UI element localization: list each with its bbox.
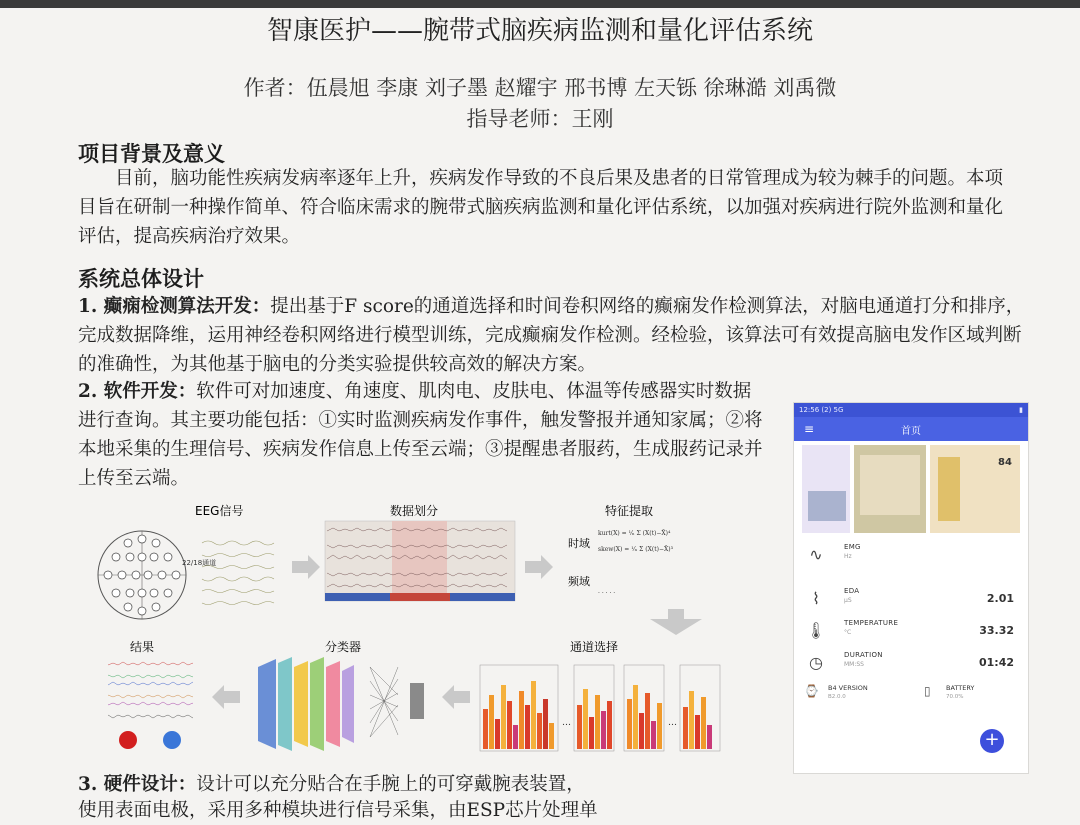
classifier-label: 分类器 bbox=[325, 640, 362, 654]
svg-text:…: … bbox=[668, 718, 677, 728]
battery-value: 70.0% bbox=[946, 694, 964, 700]
menu-icon[interactable]: ≡ bbox=[804, 422, 815, 436]
design-item-1-body: 提出基于F score的通道选择和时间卷积网络的癫痫发作检测算法，对脑电通道打分和排序，完成数据降维，运用神经卷积网络进行模型训练，完成癫痫发作检测。经检验，该算法可有效提高脑电发作区域判断的准确性，为其他基于脑电的分类实验提供较高效的解决方案。 bbox=[78, 296, 1025, 375]
svg-text:…: … bbox=[562, 718, 571, 728]
design-item-3 bbox=[78, 770, 1038, 799]
gallery-value: 84 bbox=[998, 457, 1012, 468]
battery-label: BATTERY bbox=[946, 684, 975, 692]
classifier-network bbox=[258, 657, 424, 751]
time-domain-label: 时域 bbox=[568, 537, 590, 550]
section-heading-background: 项目背景及意义 bbox=[78, 142, 225, 166]
arrow-right-1 bbox=[292, 555, 320, 579]
temperature-unit: °C bbox=[844, 629, 852, 636]
emg-label: EMG bbox=[844, 543, 861, 551]
battery-icon: ▯ bbox=[924, 684, 931, 698]
emg-unit: Hz bbox=[844, 553, 852, 560]
watch-icon: ⌚ bbox=[804, 684, 819, 698]
freq-domain-label: 频域 bbox=[568, 575, 590, 588]
channel-selection-label: 通道选择 bbox=[570, 640, 619, 654]
duration-label: DURATION bbox=[844, 651, 883, 659]
top-banner-strip bbox=[0, 0, 1080, 8]
device-info-row bbox=[804, 684, 1020, 712]
poster-title: 智康医护——腕带式脑疾病监测和量化评估系统 bbox=[266, 16, 813, 46]
data-split-panel bbox=[325, 521, 515, 601]
author-list: 作者：伍晨旭 李康 刘子墨 赵耀宇 邢书博 左天铄 徐琳澔 刘禹微 bbox=[243, 76, 837, 100]
background-paragraph: 目前，脑功能性疾病发病率逐年上升，疾病发作导致的不良后果及患者的日常管理成为较为棘手的问题。本项目旨在研制一种操作简单、符合临床需求的腕带式脑疾病监测和量化评估系统，以加强对疾病进行院外监测和量化评估，提高疾病治疗效果。 bbox=[78, 168, 1004, 247]
feature-extraction-label: 特征提取 bbox=[605, 504, 654, 518]
result-label: 结果 bbox=[130, 640, 155, 654]
design-item-3-body: 设计可以充分贴合在手腕上的可穿戴腕表装置， bbox=[196, 774, 585, 795]
metric-emg bbox=[804, 543, 1020, 569]
arrow-left-1 bbox=[442, 685, 470, 709]
duration-value: 01:42 bbox=[978, 656, 1014, 669]
normal-indicator bbox=[163, 731, 181, 749]
temperature-value: 33.32 bbox=[979, 624, 1014, 637]
phone-status-bar bbox=[794, 403, 1028, 417]
advisor-line: 指导老师：王刚 bbox=[466, 107, 614, 131]
design-item-1-lead: 1. 癫痫检测算法开发： bbox=[78, 296, 271, 317]
seizure-indicator bbox=[119, 731, 137, 749]
status-text: 12:56 (2) 5G bbox=[799, 406, 844, 414]
eeg-head-diagram bbox=[98, 531, 186, 619]
channel-selection-bars bbox=[480, 665, 720, 751]
eeg-signal-label: EEG信号 bbox=[195, 504, 244, 518]
result-traces bbox=[108, 662, 193, 718]
design-item-2-lead: 2. 软件开发： bbox=[78, 381, 197, 402]
svg-text:· · · · ·: · · · · · bbox=[598, 590, 616, 597]
metric-eda bbox=[804, 587, 1020, 613]
battery-status-icon: ▮ bbox=[1019, 406, 1023, 414]
image-gallery[interactable] bbox=[802, 445, 1022, 537]
data-split-label: 数据划分 bbox=[390, 504, 439, 518]
version-label: B4 VERSION bbox=[828, 684, 868, 692]
arrow-left-2 bbox=[212, 685, 240, 709]
eda-value: 2.01 bbox=[986, 592, 1014, 605]
waveform-icon: ∿ bbox=[809, 545, 823, 564]
add-button[interactable]: + bbox=[980, 729, 1004, 753]
raw-eeg-waves bbox=[202, 541, 274, 605]
app-bar bbox=[794, 417, 1028, 441]
svg-text:kurt(X) = ¹⁄ₙ Σ (X(t)−X̄)⁴: kurt(X) = ¹⁄ₙ Σ (X(t)−X̄)⁴ bbox=[598, 530, 671, 537]
clock-icon: ◷ bbox=[809, 653, 823, 672]
channel-count-note: 22/18通道 bbox=[182, 559, 217, 567]
section-heading-design: 系统总体设计 bbox=[78, 267, 204, 291]
design-item-1 bbox=[78, 292, 1038, 379]
app-title: 首页 bbox=[901, 425, 921, 437]
svg-text:skew(X) = ¹⁄ₙ Σ (X(t)−X̄)³: skew(X) = ¹⁄ₙ Σ (X(t)−X̄)³ bbox=[598, 546, 674, 553]
eda-unit: μS bbox=[844, 597, 852, 604]
thermometer-icon: 🌡 bbox=[805, 621, 827, 640]
pulse-icon: ⌇ bbox=[812, 589, 820, 608]
arrow-down bbox=[650, 609, 702, 635]
design-item-2 bbox=[78, 377, 768, 493]
arrow-right-2 bbox=[525, 555, 553, 579]
temperature-label: TEMPERATURE bbox=[844, 619, 899, 627]
design-item-3-lead: 3. 硬件设计： bbox=[78, 774, 197, 795]
duration-unit: MM:SS bbox=[844, 661, 864, 668]
feature-formulas bbox=[598, 530, 674, 597]
design-item-2-body: 软件可对加速度、角速度、肌肉电、皮肤电、体温等传感器实时数据进行查询。其主要功能包括：①实时监测疾病发作事件，触发警报并通知家属；②将本地采集的生理信号、疾病发作信息上传至云端；③提醒患者服药，生成服药记录并上传至云端。 bbox=[78, 381, 763, 489]
version-value: B2.0.0 bbox=[828, 694, 846, 700]
design-item-3-continued: 使用表面电极，采用多种模块进行信号采集，由ESP芯片处理单 bbox=[78, 800, 598, 821]
mobile-app-screenshot bbox=[793, 402, 1029, 774]
eda-label: EDA bbox=[844, 587, 860, 595]
metric-temperature bbox=[804, 619, 1020, 645]
algorithm-pipeline-figure bbox=[80, 495, 760, 775]
metric-duration bbox=[804, 651, 1020, 677]
